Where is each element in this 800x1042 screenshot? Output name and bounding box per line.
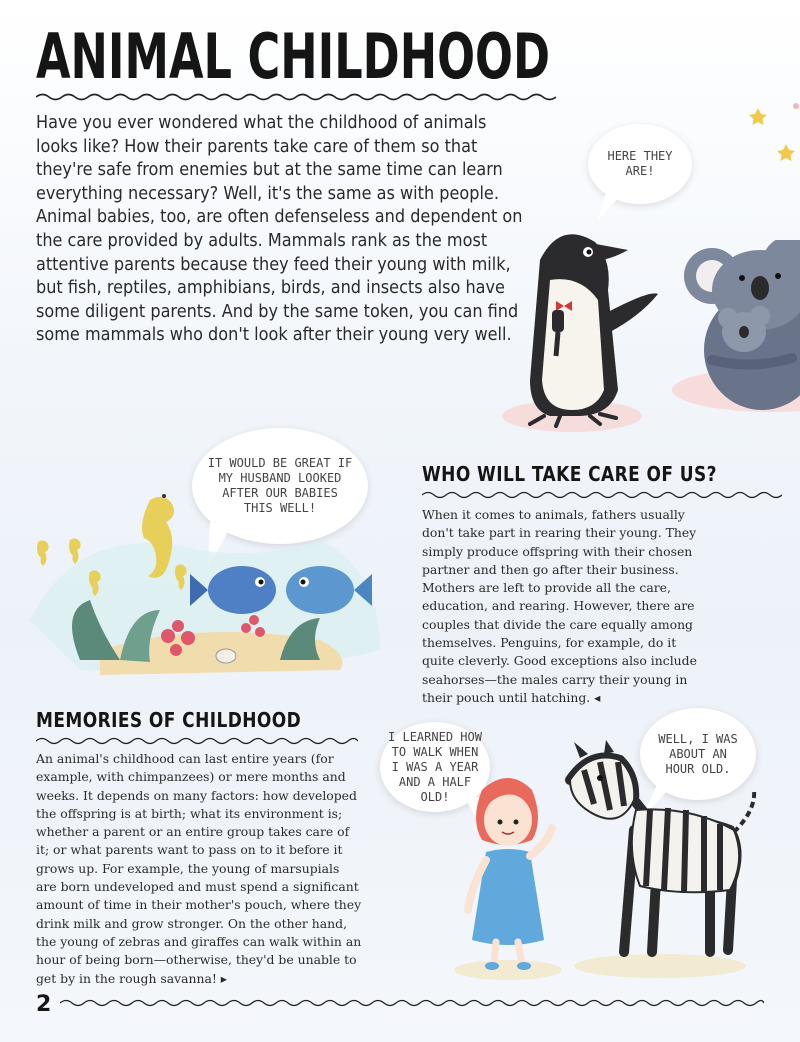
stars-decoration — [740, 100, 800, 170]
section-text-care: When it comes to animals, fathers usually don't take part in rearing their young. They simply produce offspring with their chosen partner and then go after their business. Mothers are left to provide all the care, education, and rearing. However, there are couples that divide the care equally among themselves. Penguins, for example, do it quite cleverly. Good exceptions also include seahorses—the males carry their young in their pouch until hatching. ◂ — [422, 507, 697, 705]
speech-bubble-text: I LEARNED HOW TO WALK WHEN I WAS A YEAR AND A HALF OLD! — [388, 729, 482, 804]
intro-paragraph: Have you ever wondered what the childhood of animals looks like? How their parents take care of them so that they're safe from enemies but at the same time can learn everything necessary? Well, it's the same as with people. Animal babies, too, are often defenseless and dependent on the care provided by adults. Mammals rank as the most attentive parents because they feed their young with milk, but fish, reptiles, amphibians, birds, and insects also have some diligent parents. And by the same token, you can find some mammals who don't look after their young very well. — [36, 113, 523, 346]
section-underline — [422, 490, 782, 500]
koala-illustration — [672, 240, 800, 420]
page-title: ANIMAL CHILDHOOD — [36, 20, 551, 93]
penguin-illustration — [500, 220, 670, 440]
section-heading-memories: MEMORIES OF CHILDHOOD — [36, 708, 302, 732]
girl-illustration — [452, 770, 562, 980]
star-icon — [749, 108, 767, 125]
section-underline — [36, 736, 358, 746]
zebra-illustration — [560, 740, 760, 980]
speech-bubble-text: HERE THEY ARE! — [607, 149, 673, 178]
sea-illustration — [20, 480, 400, 680]
speech-bubble-text: WELL, I WAS ABOUT AN HOUR OLD. — [658, 731, 738, 776]
section-text-memories: An animal's childhood can last entire years (for example, with chimpanzees) or mere months and weeks. It depends on many factors: how developed the offspring is at birth; what its environment is; whether a parent or an entire group takes care of it; or what parents want to pass on to it before it grows up. For example, the young of marsupials are born undeveloped and must spend a significant amount of time in their mother's pouch, where they drink milk and grow stronger. On the other hand, the young of zebras and giraffes can walk within an hour of being born—otherwise, they'd be unable to get by in the rough savanna! ▸ — [36, 751, 362, 986]
page-number: 2 — [36, 992, 52, 1017]
bubble-tail — [596, 192, 626, 222]
section-heading-care: WHO WILL TAKE CARE OF US? — [422, 462, 717, 486]
speech-bubble-text: IT WOULD BE GREAT IF MY HUSBAND LOOKED AFTER OUR BABIES THIS WELL! — [207, 456, 353, 515]
footer-underline — [60, 998, 764, 1008]
title-underline — [36, 92, 556, 102]
star-icon — [777, 144, 795, 161]
